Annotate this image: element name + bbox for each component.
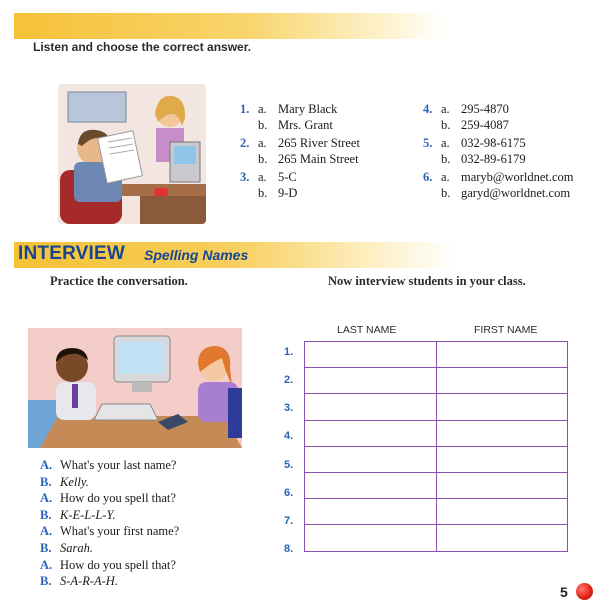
option-b-text[interactable]: 265 Main Street xyxy=(278,152,359,166)
option-a-text[interactable]: 5-C xyxy=(278,170,297,184)
listen-instruction: Listen and choose the correct answer. xyxy=(33,40,252,54)
illustration-students-at-computer xyxy=(28,328,242,448)
dialog-text: What's your first name? xyxy=(60,524,180,539)
option-letter: b. xyxy=(258,118,268,132)
grid-row xyxy=(305,472,568,498)
option-letter: a. xyxy=(441,102,450,116)
dialog-line xyxy=(40,523,179,540)
interview-instruction: Now interview students in your class. xyxy=(328,274,526,288)
row-number: 5. xyxy=(284,459,294,471)
grid-row xyxy=(305,525,568,551)
dialog-text: Kelly. xyxy=(60,474,89,489)
last-name-cell[interactable] xyxy=(305,446,437,472)
option-letter: a. xyxy=(258,136,267,150)
option-a-text[interactable]: Mary Black xyxy=(278,102,338,116)
option-a-text[interactable]: 265 River Street xyxy=(278,136,360,150)
dialog-line xyxy=(40,474,179,491)
column-header-first-name: FIRST NAME xyxy=(474,324,538,336)
last-name-cell[interactable] xyxy=(305,394,437,420)
grid-row xyxy=(305,499,568,525)
grid-row xyxy=(305,342,568,368)
row-number: 3. xyxy=(284,402,294,414)
speaker-label: B. xyxy=(40,540,52,555)
last-name-cell[interactable] xyxy=(305,368,437,394)
dialog-text: Sarah. xyxy=(60,540,93,555)
first-name-cell[interactable] xyxy=(436,446,568,472)
row-number: 2. xyxy=(284,374,294,386)
row-number: 8. xyxy=(284,543,294,555)
speaker-label: B. xyxy=(40,574,52,589)
option-b-text[interactable]: 259-4087 xyxy=(461,118,509,132)
row-number: 7. xyxy=(284,515,294,527)
first-name-cell[interactable] xyxy=(436,525,568,551)
grid-row xyxy=(305,394,568,420)
first-name-cell[interactable] xyxy=(436,499,568,525)
option-a-text[interactable]: 032-98-6175 xyxy=(461,136,526,150)
listen-item xyxy=(423,135,574,167)
speaker-label: A. xyxy=(40,458,53,472)
dialog-text: What's your last name? xyxy=(60,458,177,472)
listen-item xyxy=(240,169,360,201)
row-number: 4. xyxy=(284,430,294,442)
option-b-text[interactable]: garyd@worldnet.com xyxy=(461,186,571,200)
page-dot-icon xyxy=(576,583,593,600)
option-b-text[interactable]: Mrs. Grant xyxy=(278,118,333,132)
first-name-cell[interactable] xyxy=(436,394,568,420)
dialog-line xyxy=(40,507,179,524)
last-name-cell[interactable] xyxy=(305,420,437,446)
speaker-label: A. xyxy=(40,524,53,539)
grid-row xyxy=(305,420,568,446)
option-letter: b. xyxy=(441,186,451,200)
dialog-text: K-E-L-L-Y. xyxy=(60,507,116,522)
first-name-cell[interactable] xyxy=(436,368,568,394)
row-number: 1. xyxy=(284,346,294,358)
listen-item xyxy=(240,135,360,167)
listen-item xyxy=(240,101,360,133)
option-letter: a. xyxy=(441,136,450,150)
item-number: 3. xyxy=(240,170,250,184)
speaker-label: B. xyxy=(40,507,52,522)
option-letter: a. xyxy=(258,102,267,116)
option-letter: b. xyxy=(441,118,451,132)
item-number: 1. xyxy=(240,102,250,116)
conversation xyxy=(40,457,179,590)
illustration-man-on-phone xyxy=(58,84,206,224)
item-number: 4. xyxy=(423,102,433,116)
last-name-cell[interactable] xyxy=(305,499,437,525)
dialog-text: How do you spell that? xyxy=(60,557,176,572)
option-letter: a. xyxy=(258,170,267,184)
first-name-cell[interactable] xyxy=(436,472,568,498)
item-number: 6. xyxy=(423,170,433,184)
option-letter: b. xyxy=(258,186,268,200)
listen-items-right xyxy=(423,101,574,201)
section-title: INTERVIEW xyxy=(18,243,126,264)
last-name-cell[interactable] xyxy=(305,525,437,551)
interview-grid xyxy=(304,341,568,552)
speaker-label: B. xyxy=(40,474,52,489)
section-subtitle: Spelling Names xyxy=(144,247,249,263)
dialog-line xyxy=(40,573,179,590)
first-name-cell[interactable] xyxy=(436,342,568,368)
row-number: 6. xyxy=(284,487,294,499)
column-header-last-name: LAST NAME xyxy=(337,324,397,336)
option-a-text[interactable]: 295-4870 xyxy=(461,102,509,116)
option-a-text[interactable]: maryb@worldnet.com xyxy=(461,170,574,184)
grid-row xyxy=(305,446,568,472)
listen-items-left xyxy=(240,101,360,201)
speaker-label: A. xyxy=(40,557,53,572)
dialog-text: S-A-R-A-H. xyxy=(60,574,118,589)
first-name-cell[interactable] xyxy=(436,420,568,446)
option-letter: a. xyxy=(441,170,450,184)
item-number: 5. xyxy=(423,136,433,150)
top-banner xyxy=(14,13,444,39)
practice-instruction: Practice the conversation. xyxy=(50,274,188,288)
grid-row xyxy=(305,368,568,394)
dialog-line xyxy=(40,540,179,557)
last-name-cell[interactable] xyxy=(305,472,437,498)
listen-item xyxy=(423,101,574,133)
dialog-line xyxy=(40,457,179,474)
speaker-label: A. xyxy=(40,491,53,506)
last-name-cell[interactable] xyxy=(305,342,437,368)
dialog-line xyxy=(40,490,179,507)
option-b-text[interactable]: 032-89-6179 xyxy=(461,152,526,166)
dialog-line xyxy=(40,557,179,574)
page-number: 5 xyxy=(560,584,568,600)
item-number: 2. xyxy=(240,136,250,150)
option-letter: b. xyxy=(258,152,268,166)
option-letter: b. xyxy=(441,152,451,166)
dialog-text: How do you spell that? xyxy=(60,491,176,506)
listen-item xyxy=(423,169,574,201)
option-b-text[interactable]: 9-D xyxy=(278,186,298,200)
